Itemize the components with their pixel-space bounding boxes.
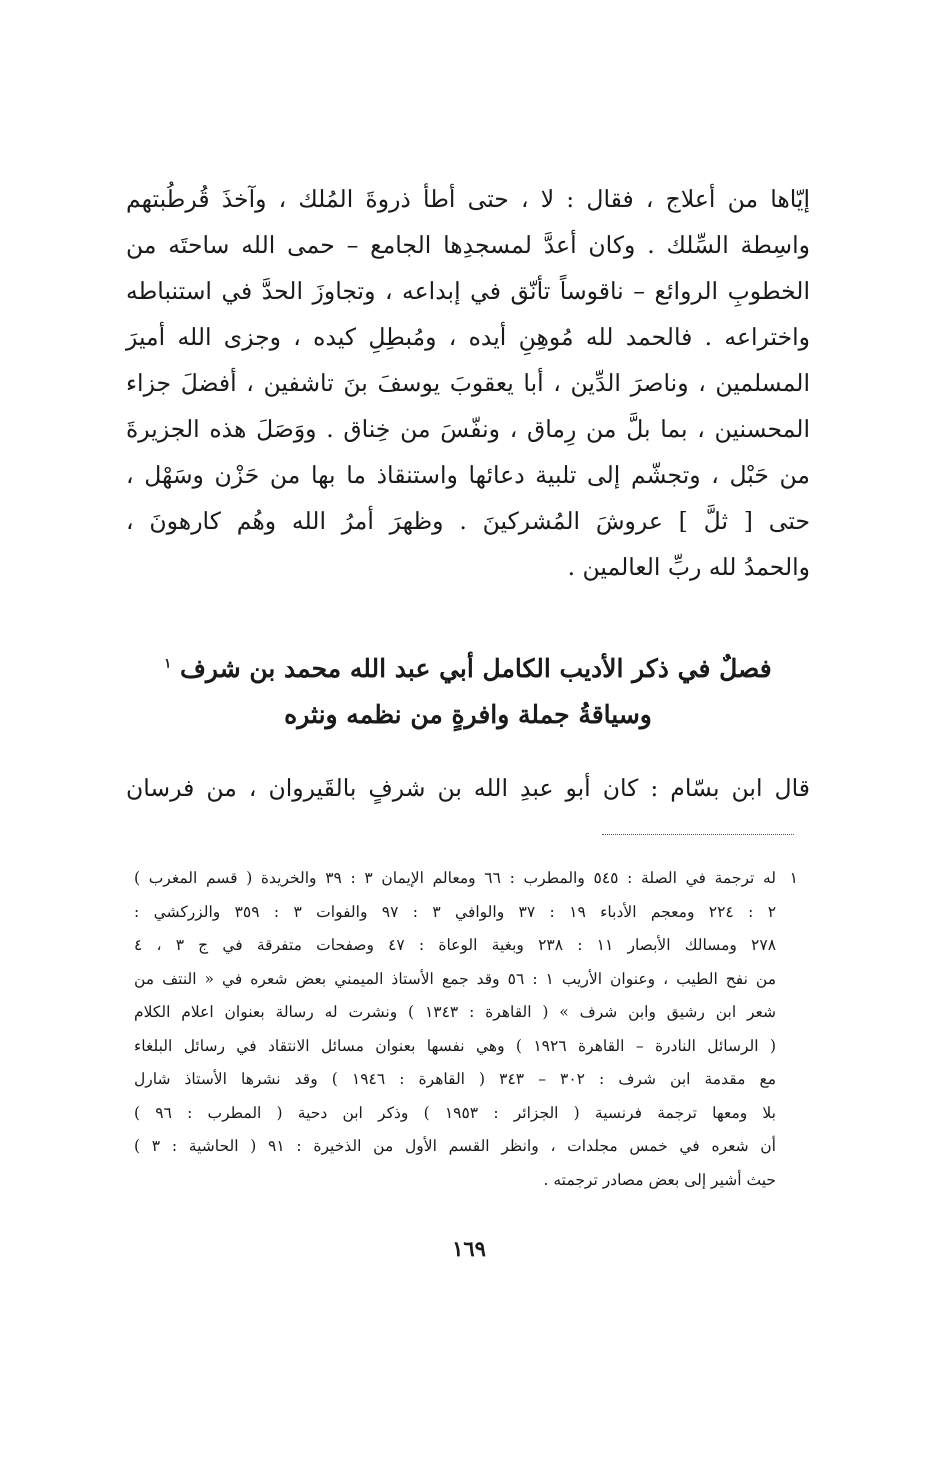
footnote-text (134, 862, 776, 1197)
text-line: المحسنين ، بما بلَّ من رِماق ، ونفّسَ من خِناق . ووَصَلَ هذه الجزيرةَ (126, 415, 810, 443)
footnote-line: أن شعره في خمس مجلدات ، وانظر القسم الأول من الذخيرة : ٩١ ( الحاشية : ٣ ) (134, 1137, 776, 1155)
footnote-line: ٢٧٨ ومسالك الأبصار ١١ : ٢٣٨ وبغية الوعاة : ٤٧ وصفحات متفرقة في ج ٣ ، ٤ (134, 936, 777, 954)
text-line: من حَبْل ، وتجشّم إلى تلبية دعائها واستنقاذ ما بها من حَزْن وسَهْل ، (126, 461, 810, 489)
footnote-line: له ترجمة في الصلة : ٥٤٥ والمطرب : ٦٦ ومعالم الإيمان ٣ : ٣٩ والخريدة ( قسم المغرب ) (134, 869, 777, 887)
footnote-line: مع مقدمة ابن شرف : ٣٠٢ – ٣٤٣ ( القاهرة : ١٩٤٦ ) وقد نشرها الأستاذ شارل (134, 1070, 777, 1088)
intro-paragraph: قال ابن بسّام : كان أبو عبدِ الله بن شرفٍ بالقَيروان ، من فرسان (126, 774, 810, 802)
heading-line-1 (126, 646, 810, 692)
footnote-item (134, 862, 798, 1197)
page-number: ١٦٩ (452, 1236, 486, 1261)
text-line: حتى [ ثلَّ ] عروشَ المُشركينَ . وظهرَ أمرُ الله وهُم كارهونَ ، (126, 507, 810, 535)
heading-line-2: وسياقةُ جملة وافرةٍ من نظمه ونثره (284, 700, 652, 729)
text-line: الخطوبِ الروائع – ناقوساً تأنّق في إبداعه ، وتجاوزَ الحدَّ في استنباطه (126, 277, 810, 305)
footnote-block (134, 862, 798, 1197)
text-line: والحمدُ لله ربِّ العالمين . (567, 553, 810, 581)
text-line: إيّاها من أعلاج ، فقال : لا ، حتى أطأ ذروةَ المُلك ، وآخذَ قُرطُبتهم (126, 185, 810, 213)
footnote-line: ( الرسائل النادرة – القاهرة ١٩٢٦ ) وهي نفسها بعنوان مسائل الانتقاد في رسائل البلغاء (134, 1036, 776, 1055)
footnote-number: ١ (789, 869, 798, 887)
footnote-line: من نفح الطيب ، وعنوان الأريب ١ : ٥٦ وقد جمع الأستاذ الميمني بعض شعره في « النتف من (134, 969, 777, 988)
main-text-block (126, 176, 810, 590)
footnote-line: شعر ابن رشيق وابن شرف » ( القاهرة : ١٣٤٣ ) ونشرت له رسالة بعنوان اعلام الكلام (134, 1003, 776, 1021)
heading-line-1-text: فصلٌ في ذكر الأديب الكامل أبي عبد الله محمد بن شرف (180, 654, 772, 683)
footnote-line: حيث أشير إلى بعض مصادر ترجمته . (543, 1170, 776, 1189)
footnote-separator (602, 834, 794, 835)
section-heading (126, 646, 810, 738)
footnote-reference: ١ (164, 656, 172, 672)
text-line: المسلمين ، وناصرَ الدِّين ، أبا يعقوبَ يوسفَ بنَ تاشفين ، أفضلَ جزاء (126, 369, 810, 397)
footnote-line: ٢ : ٢٢٤ ومعجم الأدباء ١٩ : ٣٧ والوافي ٣ : ٩٧ والفوات ٣ : ٣٥٩ والزركشي : (134, 902, 777, 921)
footnote-line: بلا ومعها ترجمة فرنسية ( الجزائر : ١٩٥٣ ) وذكر ابن دحية ( المطرب : ٩٦ ) (134, 1103, 776, 1122)
text-line: واختراعه . فالحمد لله مُوهِنِ أيده ، ومُبطِلِ كيده ، وجزى الله أميرَ (126, 323, 810, 351)
text-line: واسِطة السِّلك . وكان أعدَّ لمسجدِها الجامع – حمى الله ساحتَه من (126, 231, 810, 259)
